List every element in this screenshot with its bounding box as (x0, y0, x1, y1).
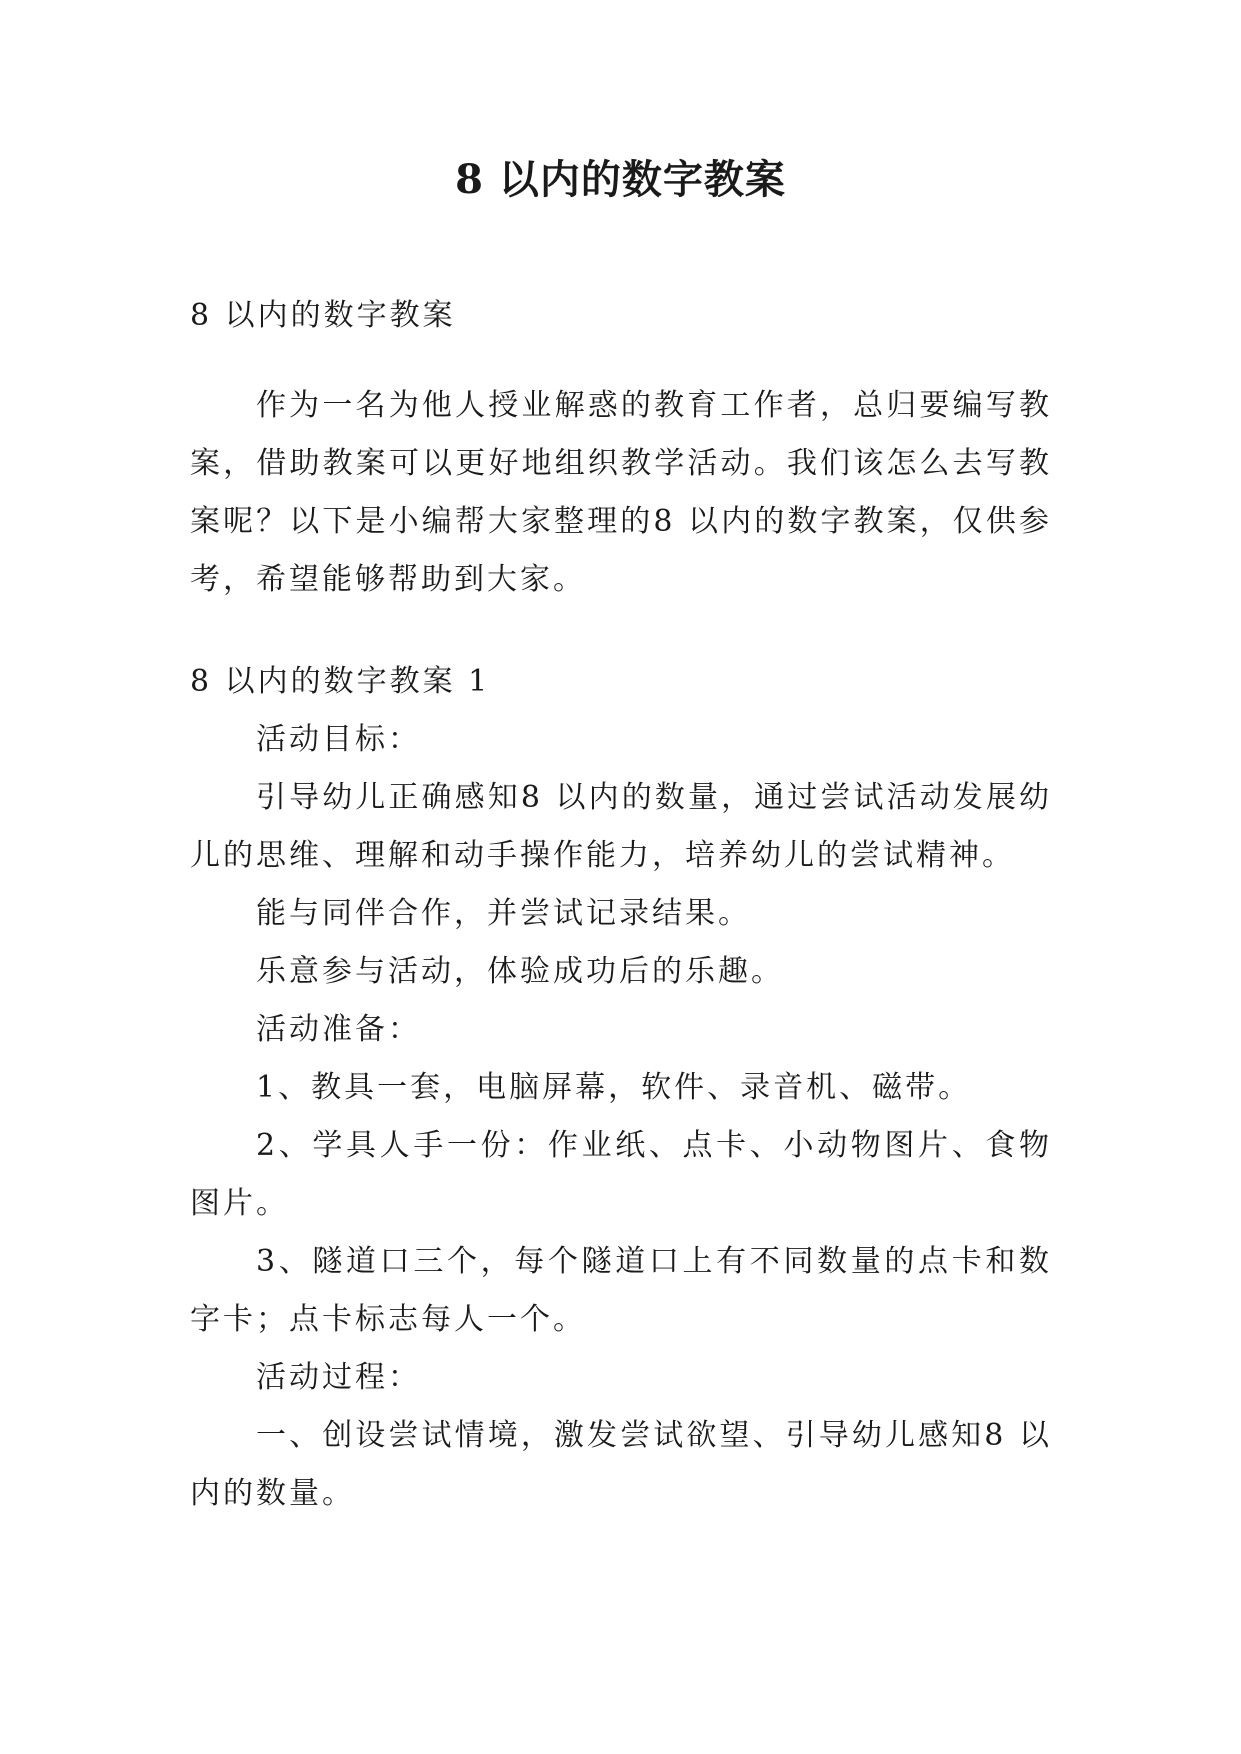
intro-paragraph: 作为一名为他人授业解惑的教育工作者，总归要编写教案，借助教案可以更好地组织教学活动。我们该怎么去写教案呢？以下是小编帮大家整理的8 以内的数字教案，仅供参考，希望能够帮助到大家。 (190, 388, 1052, 597)
heading-activity-goals: 活动目标： (256, 722, 421, 757)
section-title: 8 以内的数字教案 1 (190, 664, 491, 699)
document-body (190, 287, 1052, 1523)
document-title: 8 以内的数字教案 (455, 156, 786, 203)
goal-paragraph: 能与同伴合作，并尝试记录结果。 (256, 896, 751, 931)
preparation-item: 3、隧道口三个，每个隧道口上有不同数量的点卡和数字卡；点卡标志每人一个。 (190, 1244, 1052, 1337)
preparation-item: 2、学具人手一份：作业纸、点卡、小动物图片、食物图片。 (190, 1128, 1052, 1221)
process-step: 一、创设尝试情境，激发尝试欲望、引导幼儿感知8 以内的数量。 (190, 1418, 1052, 1511)
document-subtitle: 8 以内的数字教案 (190, 298, 456, 333)
goal-paragraph: 引导幼儿正确感知8 以内的数量，通过尝试活动发展幼儿的思维、理解和动手操作能力，培养幼儿的尝试精神。 (190, 780, 1052, 873)
goal-paragraph: 乐意参与活动，体验成功后的乐趣。 (256, 954, 784, 989)
preparation-item: 1、教具一套，电脑屏幕，软件、录音机、磁带。 (256, 1070, 972, 1105)
heading-activity-preparation: 活动准备： (256, 1012, 421, 1047)
heading-activity-process: 活动过程： (256, 1360, 421, 1395)
